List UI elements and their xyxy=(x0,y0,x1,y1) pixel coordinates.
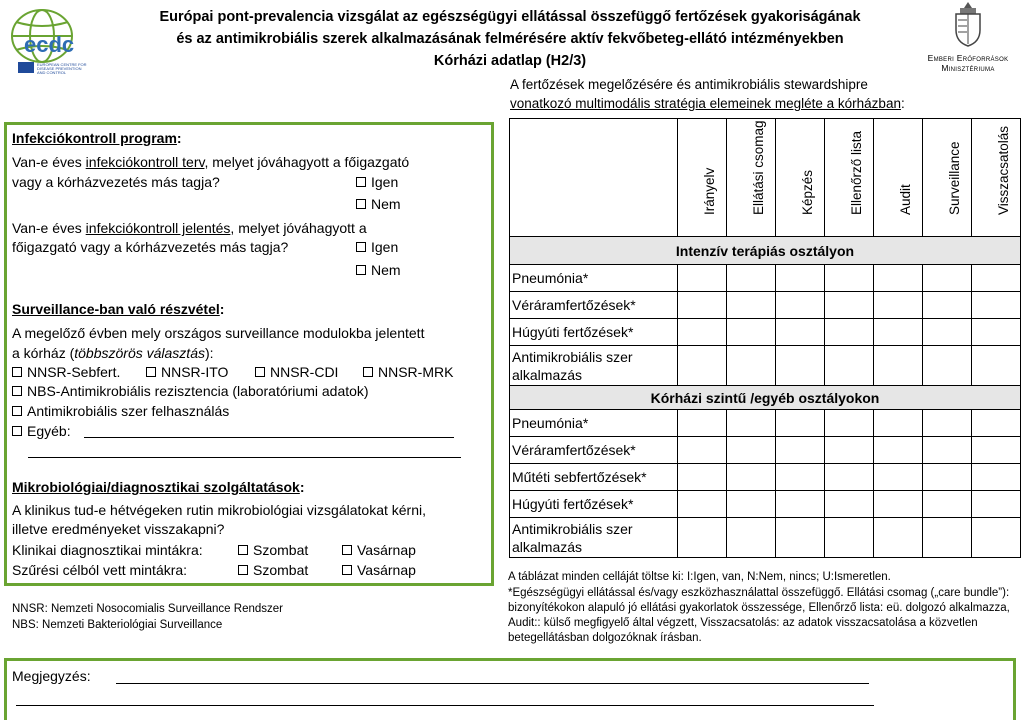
column-header xyxy=(825,119,874,237)
other-input-line[interactable] xyxy=(84,437,454,438)
table-cell[interactable] xyxy=(923,292,972,319)
table-cell[interactable] xyxy=(678,410,727,437)
module-other[interactable]: Egyéb: xyxy=(12,422,71,440)
column-header xyxy=(727,119,776,237)
checkbox[interactable] xyxy=(363,367,373,377)
table-cell[interactable] xyxy=(727,346,776,386)
form-title-line2: és az antimikrobiális szerek alkalmazásának felmérésére aktív fekvőbeteg-ellátó intézményekben xyxy=(176,31,844,47)
table-cell[interactable] xyxy=(923,410,972,437)
table-cell[interactable] xyxy=(727,518,776,558)
ic-report-yes-option[interactable]: Igen xyxy=(356,238,398,256)
remarks-input-line-2[interactable] xyxy=(16,705,874,706)
checkbox[interactable] xyxy=(146,367,156,377)
ministry-name-line1: Emberi Erőforrások xyxy=(927,53,1009,63)
column-header-label: Audit xyxy=(898,184,913,215)
ic-plan-yes-option[interactable]: Igen xyxy=(356,173,398,191)
ministry-name-line2: Minisztériuma xyxy=(941,63,995,73)
table-cell[interactable] xyxy=(727,292,776,319)
section-surveillance-title: Surveillance-ban való részvétel: xyxy=(12,301,225,317)
column-header-label: Visszacsatolás xyxy=(996,125,1011,215)
table-row xyxy=(510,319,1021,346)
table-cell[interactable] xyxy=(972,292,1021,319)
table-cell[interactable] xyxy=(825,437,874,464)
checkbox[interactable] xyxy=(12,426,22,436)
table-row xyxy=(510,292,1021,319)
table-row xyxy=(510,464,1021,491)
checkbox[interactable] xyxy=(342,565,352,575)
ecdc-logo-text: ecdc xyxy=(24,32,75,57)
table-cell[interactable] xyxy=(972,437,1021,464)
surveillance-question-cont: a kórház (többszörös választás): xyxy=(12,345,214,361)
checkbox[interactable] xyxy=(12,367,22,377)
column-header-label: Irányelv xyxy=(702,167,717,215)
checkbox[interactable] xyxy=(12,386,22,396)
table-cell[interactable] xyxy=(727,319,776,346)
remarks-panel xyxy=(4,658,1016,720)
table-cell[interactable] xyxy=(874,410,923,437)
row-label: Húgyúti fertőzések* xyxy=(510,491,678,518)
table-cell[interactable] xyxy=(923,319,972,346)
screening-sunday-option[interactable]: Vasárnap xyxy=(342,561,416,579)
table-cell[interactable] xyxy=(678,518,727,558)
table-cell[interactable] xyxy=(972,319,1021,346)
table-cell[interactable] xyxy=(874,491,923,518)
ic-plan-no-option[interactable]: Nem xyxy=(356,195,401,213)
table-row xyxy=(510,410,1021,437)
microbiology-question-cont: illetve eredményeket visszakapni? xyxy=(12,521,225,537)
table-cell[interactable] xyxy=(727,265,776,292)
table-cell[interactable] xyxy=(727,491,776,518)
module-antimicrobial-use[interactable]: Antimikrobiális szer felhasználás xyxy=(12,402,229,420)
row-label: Antimikrobiális szer alkalmazás xyxy=(510,518,678,558)
question-ic-plan-cont: vagy a kórházvezetés más tagja? xyxy=(12,174,220,190)
table-cell[interactable] xyxy=(776,319,825,346)
clinical-saturday-option[interactable]: Szombat xyxy=(238,541,308,559)
section-infection-control-title: Infekciókontroll program: xyxy=(12,130,182,146)
table-row xyxy=(510,491,1021,518)
checkbox[interactable] xyxy=(12,406,22,416)
checkbox[interactable] xyxy=(356,242,366,252)
table-cell[interactable] xyxy=(776,491,825,518)
form-title-line3: Kórházi adatlap (H2/3) xyxy=(433,53,587,69)
svg-text:EUROPEAN CENTRE FOR: EUROPEAN CENTRE FOR xyxy=(37,62,87,67)
section-microbiology-title: Mikrobiológiai/diagnosztikai szolgáltatások: xyxy=(12,479,305,495)
table-cell[interactable] xyxy=(972,346,1021,386)
svg-text:AND CONTROL: AND CONTROL xyxy=(37,70,67,75)
table-cell[interactable] xyxy=(874,292,923,319)
strategy-table xyxy=(509,118,1021,558)
checkbox[interactable] xyxy=(356,199,366,209)
row-label: Pneumónia* xyxy=(510,410,678,437)
module-nnsr-cdi[interactable]: NNSR-CDI xyxy=(255,363,338,381)
footnote-nnsr: NNSR: Nemzeti Nosocomialis Surveillance Rendszer xyxy=(12,603,283,615)
column-header-label: Surveillance xyxy=(947,141,962,215)
column-header-label: Ellátási csomag xyxy=(751,120,766,215)
module-nbs-amr[interactable]: NBS-Antimikrobiális rezisztencia (laboratóriumi adatok) xyxy=(12,382,369,400)
question-ic-plan: Van-e éves infekciókontroll terv, melyet jóváhagyott a főigazgató xyxy=(12,154,410,170)
table-cell[interactable] xyxy=(972,464,1021,491)
row-label: Műtéti sebfertőzések* xyxy=(510,464,678,491)
svg-text:DISEASE PREVENTION: DISEASE PREVENTION xyxy=(37,66,82,71)
table-cell[interactable] xyxy=(727,437,776,464)
ministry-logo xyxy=(912,0,1024,80)
table-cell[interactable] xyxy=(825,265,874,292)
module-nnsr-mrk[interactable]: NNSR-MRK xyxy=(363,363,453,381)
table-heading-line2: vonatkozó multimodális stratégia elemeinek megléte a kórházban: xyxy=(510,96,905,111)
table-cell[interactable] xyxy=(972,410,1021,437)
row-label: Pneumónia* xyxy=(510,265,678,292)
table-cell[interactable] xyxy=(923,346,972,386)
coat-of-arms-icon xyxy=(948,0,988,48)
table-cell[interactable] xyxy=(825,464,874,491)
section-hospital-header: Kórházi szintű /egyéb osztályokon xyxy=(510,386,1021,410)
table-cell[interactable] xyxy=(972,518,1021,558)
checkbox[interactable] xyxy=(238,545,248,555)
column-header-label: Ellenőrző lista xyxy=(849,130,864,215)
footnote-nbs: NBS: Nemzeti Bakteriológiai Surveillance xyxy=(12,619,223,631)
table-cell[interactable] xyxy=(923,437,972,464)
table-cell[interactable] xyxy=(825,491,874,518)
table-cell[interactable] xyxy=(874,518,923,558)
question-ic-report-cont: főigazgató vagy a kórházvezetés más tagja? xyxy=(12,239,289,255)
table-cell[interactable] xyxy=(874,346,923,386)
table-cell[interactable] xyxy=(678,265,727,292)
question-ic-report: Van-e éves infekciókontroll jelentés, melyet jóváhagyott a xyxy=(12,220,367,236)
table-cell[interactable] xyxy=(776,292,825,319)
row-label: Véráramfertőzések* xyxy=(510,292,678,319)
table-cell[interactable] xyxy=(825,518,874,558)
table-row xyxy=(510,518,1021,558)
table-definition-note: *Egészségügyi ellátással és/vagy eszközhasználattal összefüggő. Ellátási csomag („care bundle”): bizonyítékokon alapuló jó ellátási gyakorlatok összessége, Ellenőrző lista: eü. dolgozó alkalmazza, Audit:: külső megfigyelő által végzett, Visszacsatolás: az adatok visszacsatolása a közvetlen betegellátásban dolgozóknak írásban. xyxy=(508,587,1010,644)
module-nnsr-ito[interactable]: NNSR-ITO xyxy=(146,363,228,381)
ic-report-no-option[interactable]: Nem xyxy=(356,261,401,279)
table-row xyxy=(510,265,1021,292)
screening-samples-label: Szűrési célból vett mintákra: xyxy=(12,562,188,578)
column-header xyxy=(972,119,1021,237)
table-instruction-note: A táblázat minden celláját töltse ki: I:Igen, van, N:Nem, nincs; U:Ismeretlen. xyxy=(508,571,891,583)
table-cell[interactable] xyxy=(923,265,972,292)
table-cell[interactable] xyxy=(825,410,874,437)
table-cell[interactable] xyxy=(727,464,776,491)
checkbox[interactable] xyxy=(238,565,248,575)
table-cell[interactable] xyxy=(923,464,972,491)
checkbox[interactable] xyxy=(356,265,366,275)
table-cell[interactable] xyxy=(678,491,727,518)
table-cell[interactable] xyxy=(776,346,825,386)
surveillance-question: A megelőző évben mely országos surveillance modulokba jelentett xyxy=(12,325,425,341)
row-label: Antimikrobiális szer alkalmazás xyxy=(510,346,678,386)
ecdc-logo xyxy=(4,4,90,82)
screening-saturday-option[interactable]: Szombat xyxy=(238,561,308,579)
column-header xyxy=(678,119,727,237)
table-cell[interactable] xyxy=(874,437,923,464)
table-cell[interactable] xyxy=(678,292,727,319)
table-row xyxy=(510,437,1021,464)
row-label: Véráramfertőzések* xyxy=(510,437,678,464)
table-cell[interactable] xyxy=(678,346,727,386)
table-cell[interactable] xyxy=(972,265,1021,292)
column-header xyxy=(874,119,923,237)
table-cell[interactable] xyxy=(874,464,923,491)
table-cell[interactable] xyxy=(727,410,776,437)
table-row xyxy=(510,346,1021,386)
table-cell[interactable] xyxy=(923,491,972,518)
table-cell[interactable] xyxy=(874,265,923,292)
table-cell[interactable] xyxy=(776,464,825,491)
section-icu-header: Intenzív terápiás osztályon xyxy=(510,237,1021,265)
clinical-sunday-option[interactable]: Vasárnap xyxy=(342,541,416,559)
table-cell[interactable] xyxy=(776,265,825,292)
column-header-label: Képzés xyxy=(800,169,815,215)
module-nnsr-seb[interactable]: NNSR-Sebfert. xyxy=(12,363,120,381)
table-cell[interactable] xyxy=(825,319,874,346)
table-cell[interactable] xyxy=(825,292,874,319)
table-cell[interactable] xyxy=(776,437,825,464)
table-cell[interactable] xyxy=(776,518,825,558)
microbiology-question: A klinikus tud-e hétvégeken rutin mikrobiológiai vizsgálatokat kérni, xyxy=(12,502,426,518)
table-cell[interactable] xyxy=(678,464,727,491)
checkbox[interactable] xyxy=(342,545,352,555)
table-cell[interactable] xyxy=(923,518,972,558)
table-cell[interactable] xyxy=(825,346,874,386)
column-header xyxy=(776,119,825,237)
table-header-row xyxy=(510,119,1021,237)
header-corner-cell xyxy=(510,119,678,237)
row-label: Húgyúti fertőzések* xyxy=(510,319,678,346)
remarks-label: Megjegyzés: xyxy=(12,668,91,684)
other-input-line-2[interactable] xyxy=(28,457,461,458)
remarks-input-line[interactable] xyxy=(116,683,869,684)
checkbox[interactable] xyxy=(356,177,366,187)
table-cell[interactable] xyxy=(678,437,727,464)
column-header xyxy=(923,119,972,237)
checkbox[interactable] xyxy=(255,367,265,377)
table-cell[interactable] xyxy=(678,319,727,346)
table-cell[interactable] xyxy=(776,410,825,437)
form-title-line1: Európai pont-prevalencia vizsgálat az egészségügyi ellátással összefüggő fertőzések gyakoriságának xyxy=(159,9,861,25)
clinical-samples-label: Klinikai diagnosztikai mintákra: xyxy=(12,542,203,558)
table-heading-line1: A fertőzések megelőzésére és antimikrobiális stewardshipre xyxy=(510,77,868,92)
table-cell[interactable] xyxy=(972,491,1021,518)
table-cell[interactable] xyxy=(874,319,923,346)
